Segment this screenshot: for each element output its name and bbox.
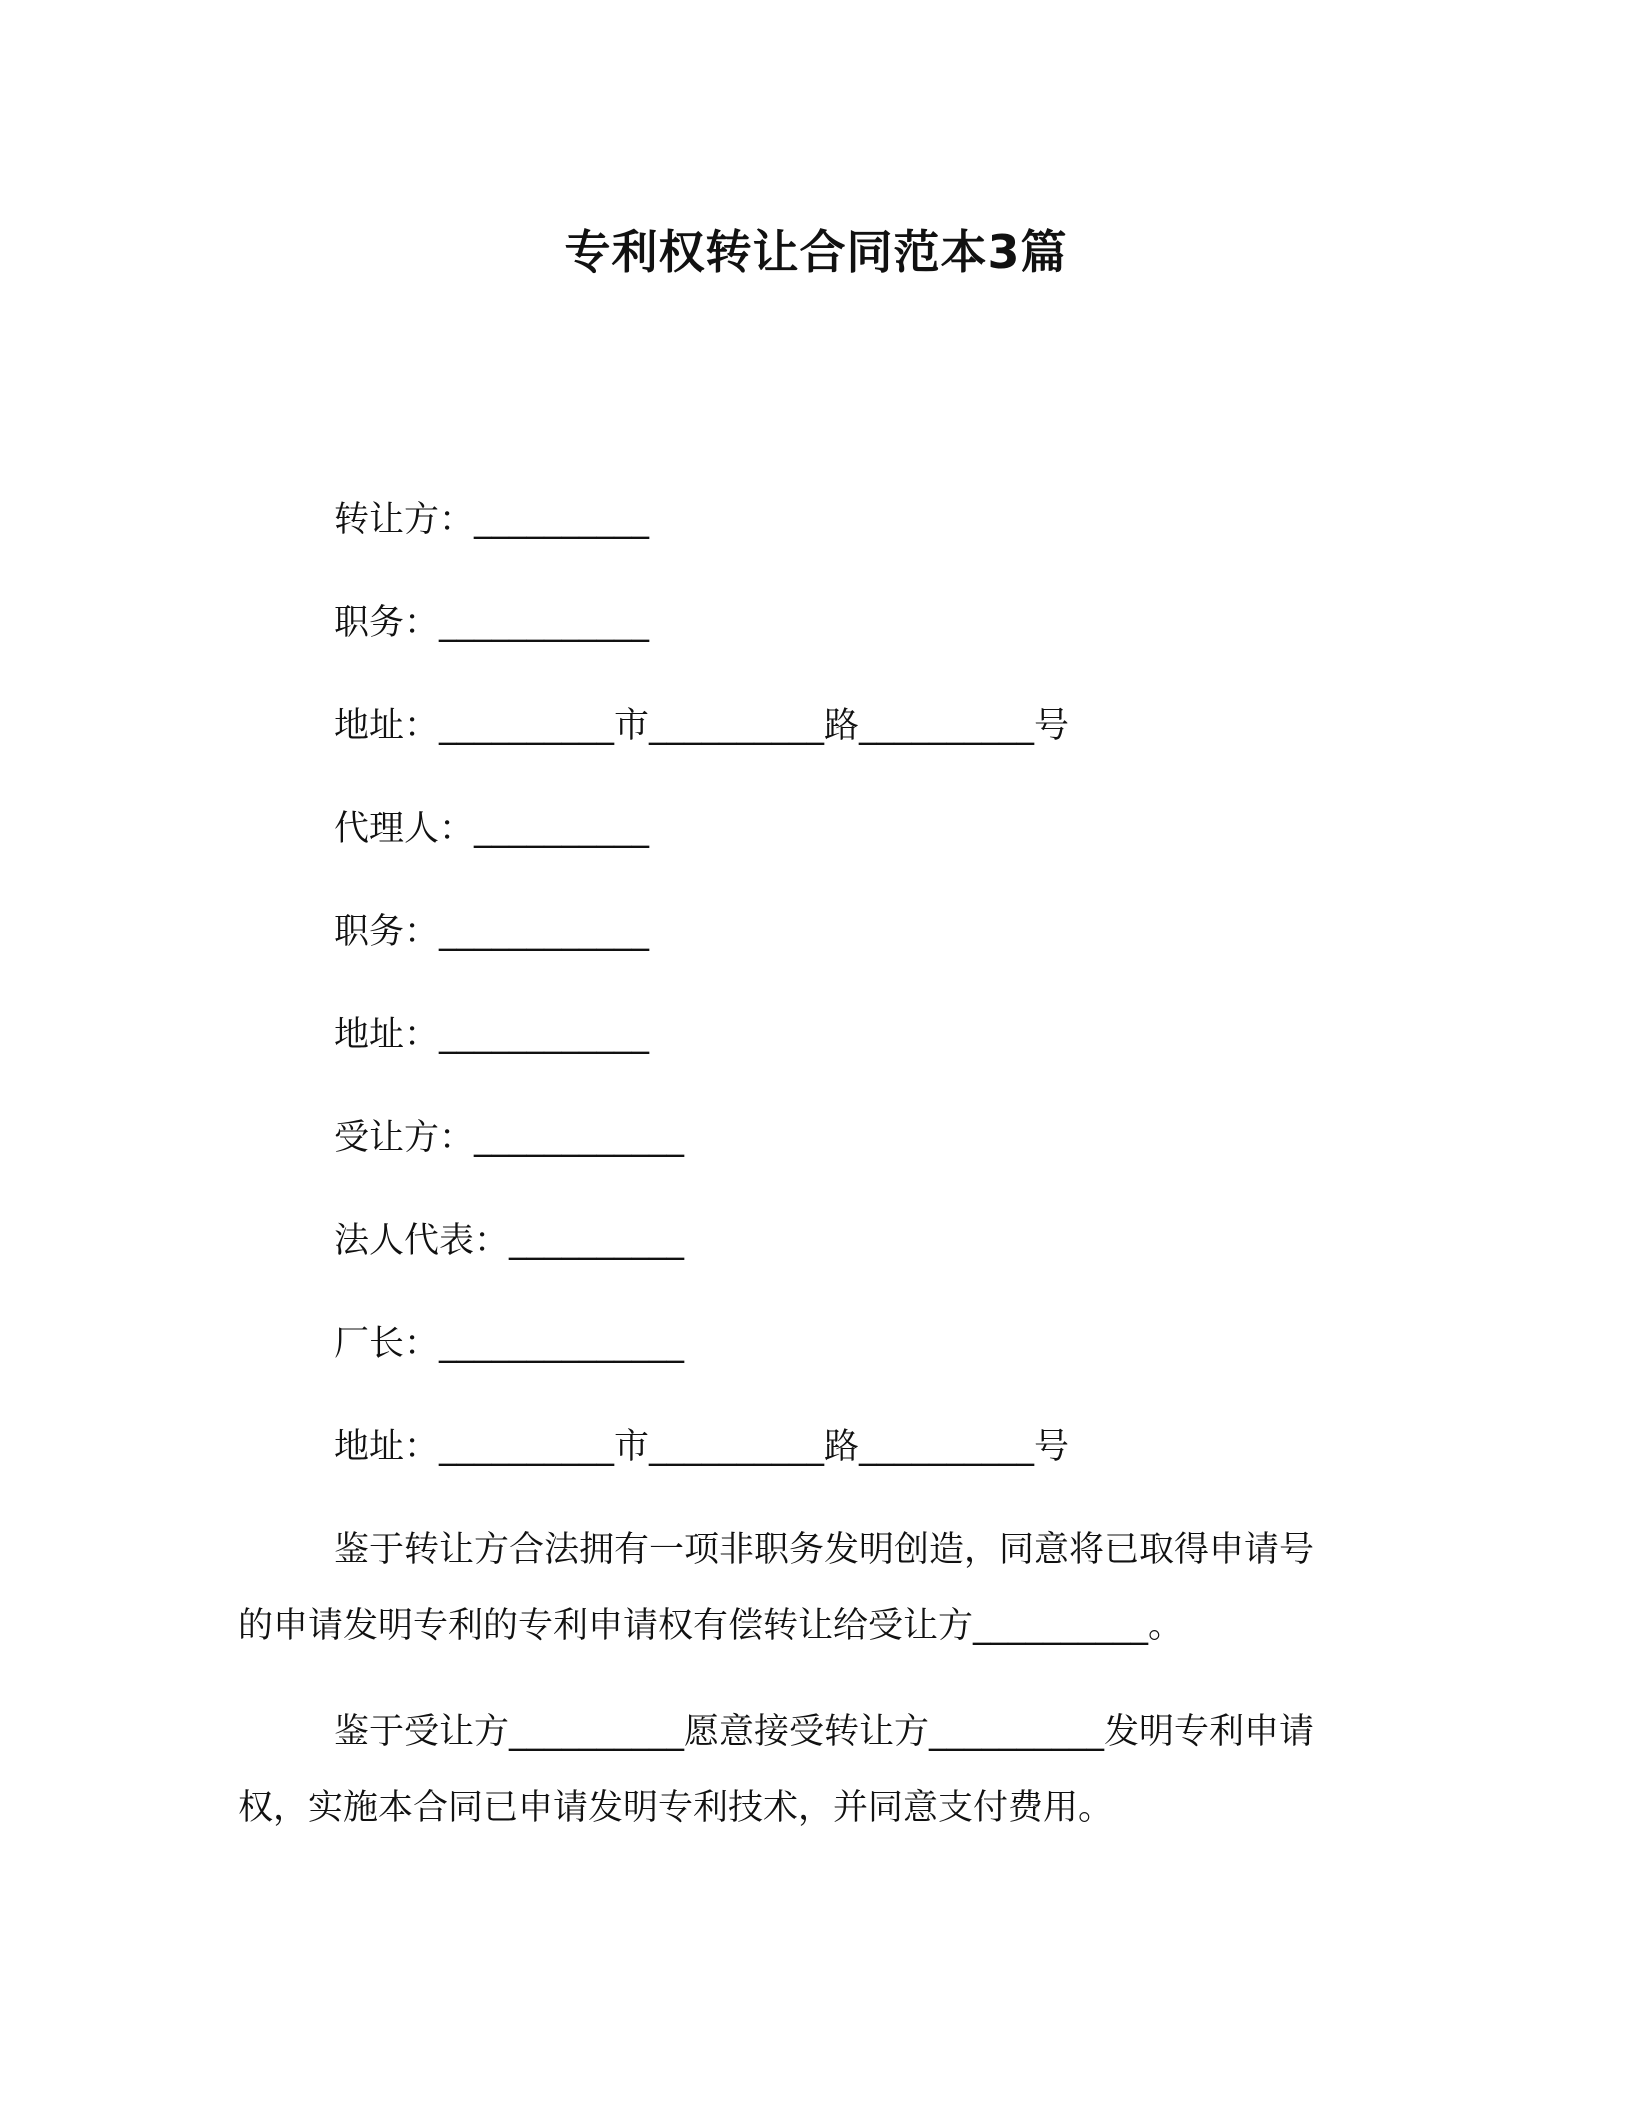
field-transferee: 受让方：____________	[334, 1118, 685, 1158]
paragraph-line: 权，实施本合同已申请发明专利技术，并同意支付费用。	[238, 1788, 1114, 1828]
field-agent: 代理人：__________	[334, 809, 650, 849]
paragraph-line: 的申请发明专利的专利申请权有偿转让给受让方__________。	[238, 1606, 1184, 1646]
field-transferor: 转让方：__________	[334, 500, 650, 540]
paragraph-line: 鉴于受让方__________愿意接受转让方__________发明专利申请	[334, 1712, 1315, 1752]
paragraph-transferee-recital	[238, 1694, 1398, 1846]
field-factory-director: 厂长：______________	[334, 1324, 685, 1364]
paragraph-line: 鉴于转让方合法拥有一项非职务发明创造，同意将已取得申请号	[334, 1530, 1315, 1570]
field-agent-position: 职务：____________	[334, 912, 650, 952]
paragraph-transferor-recital	[238, 1512, 1398, 1664]
field-address: 地址：__________市__________路__________号	[334, 706, 1070, 746]
field-agent-address: 地址：____________	[334, 1015, 650, 1055]
field-transferee-address: 地址：__________市__________路__________号	[334, 1427, 1070, 1467]
field-legal-representative: 法人代表：__________	[334, 1221, 685, 1261]
document-title: 专利权转让合同范本3篇	[564, 225, 1068, 279]
field-position: 职务：____________	[334, 603, 650, 643]
